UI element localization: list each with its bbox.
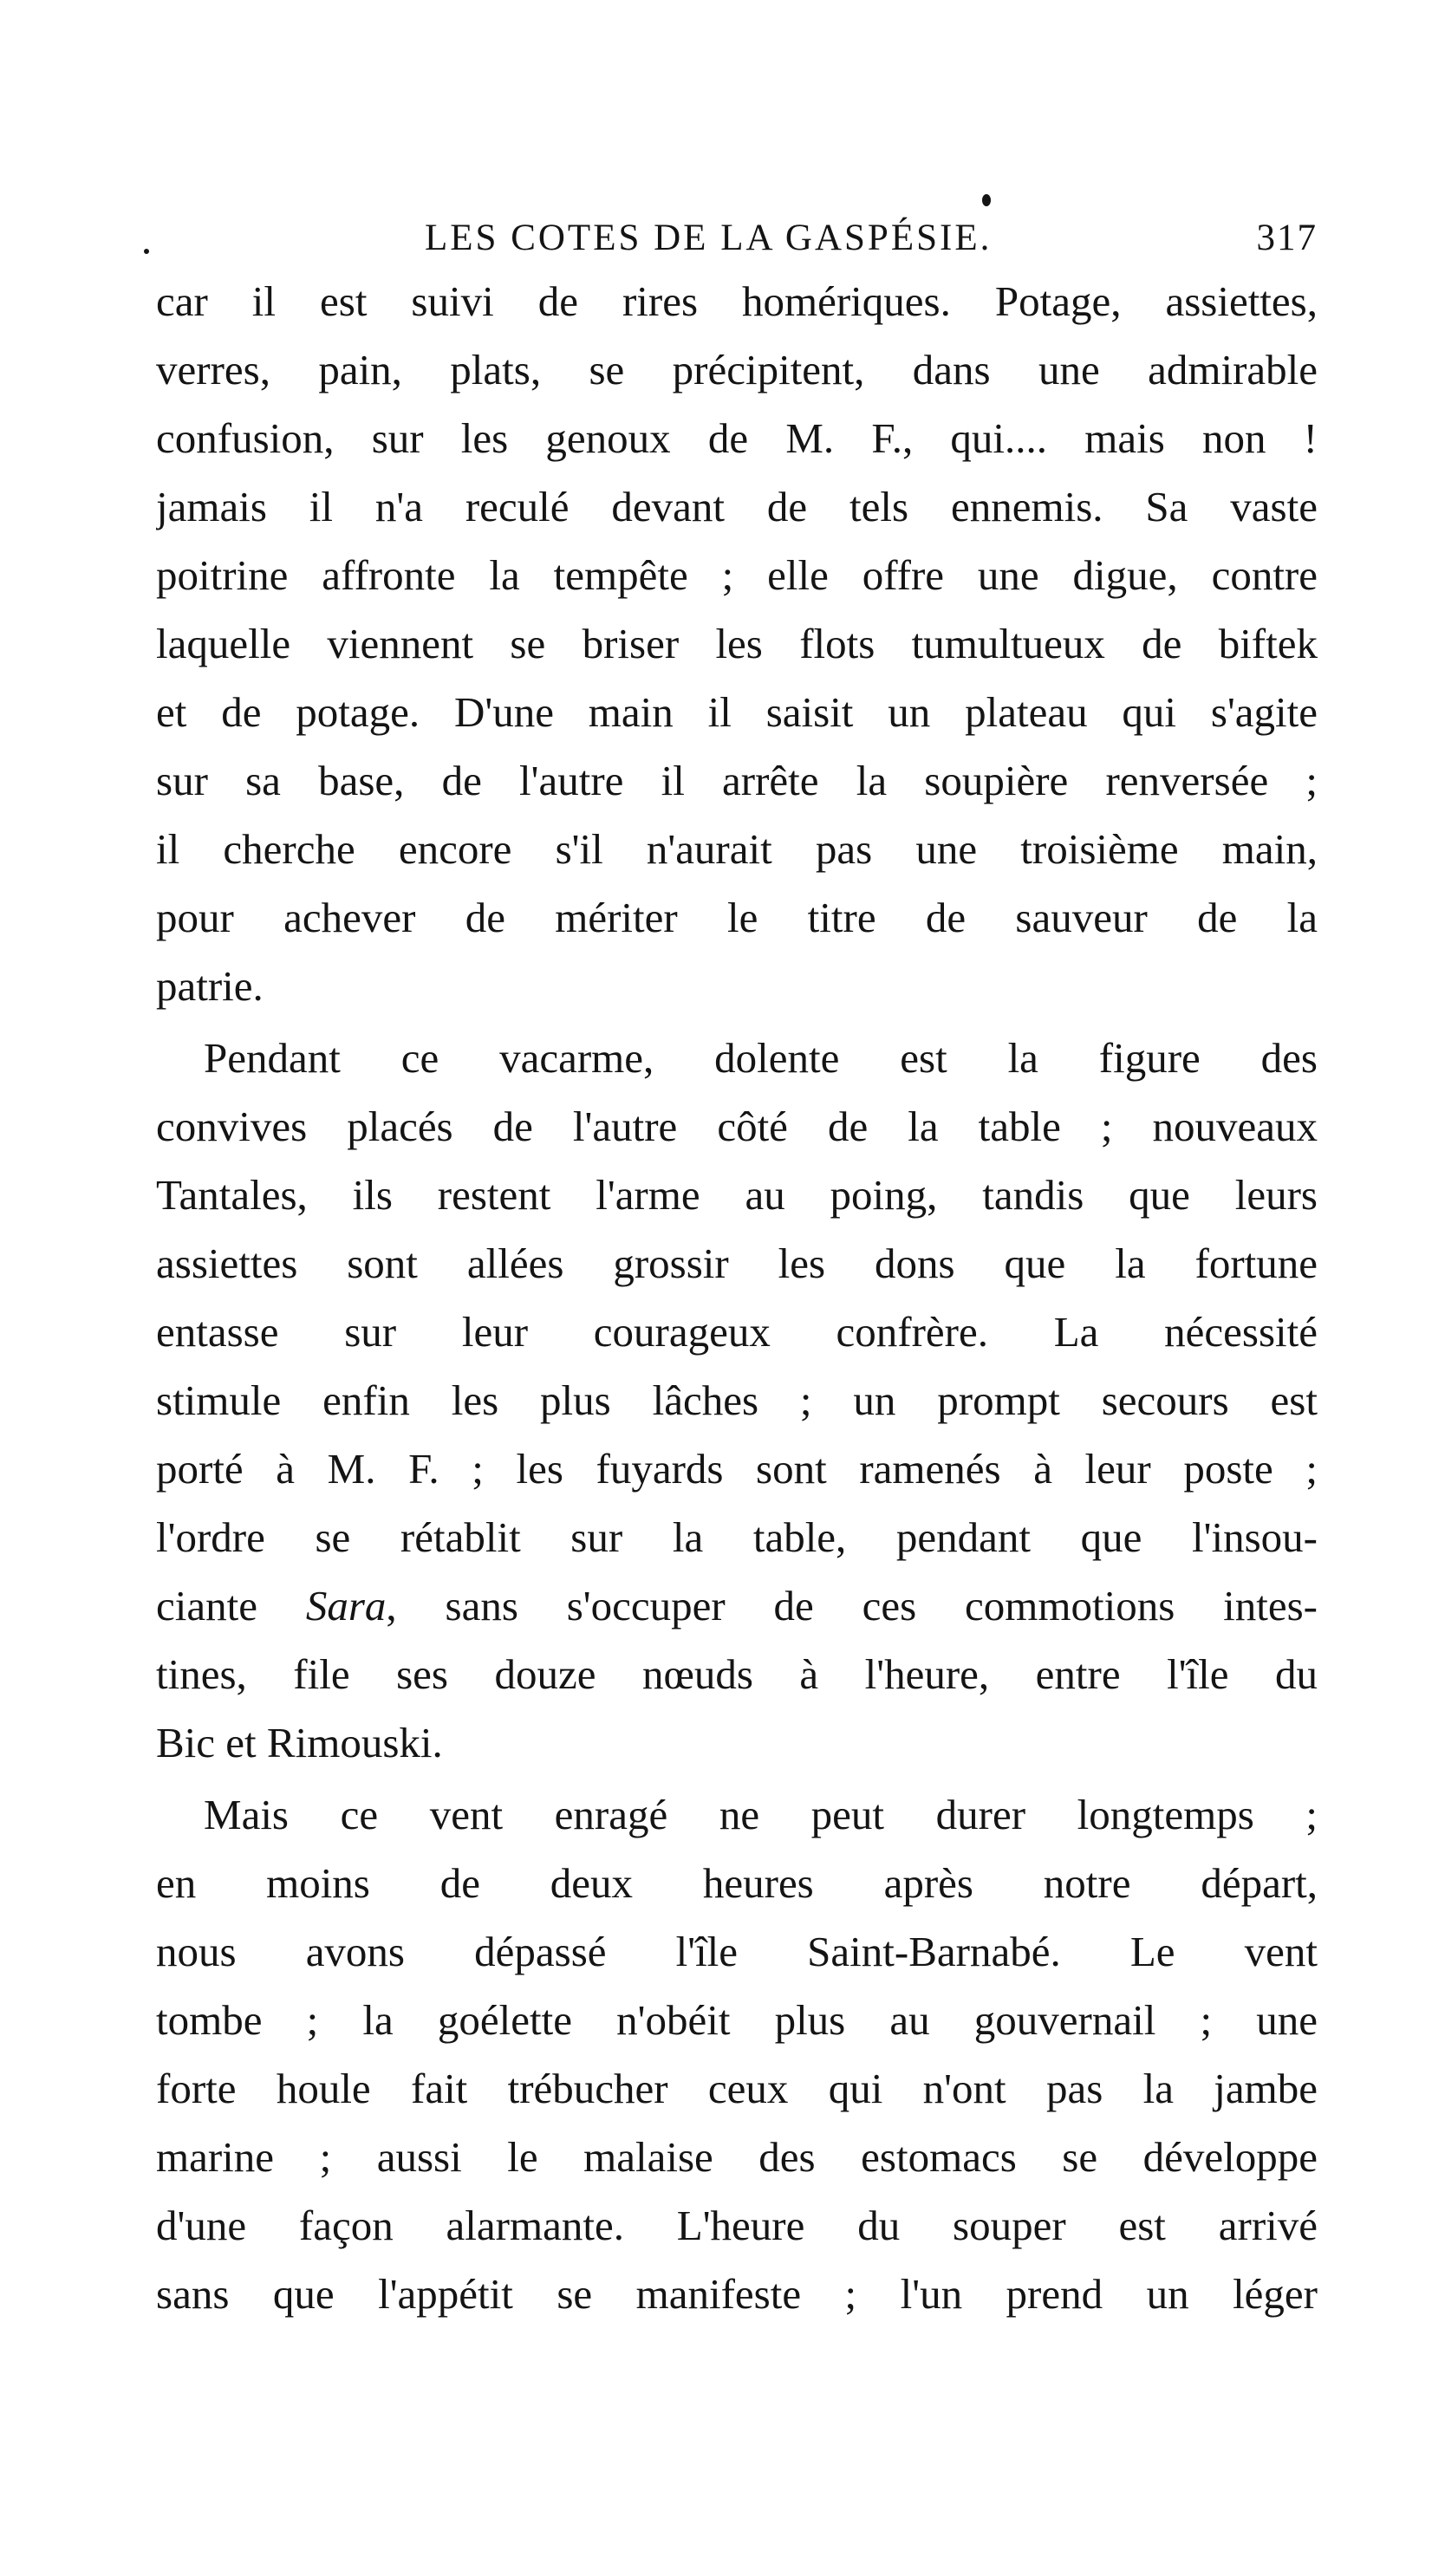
paragraph [156, 1024, 1318, 1777]
text-line: confusion, sur les genoux de M. F., qui.... mais non ! [156, 414, 1318, 462]
text-line: entasse sur leur courageux confrère. La nécessité [156, 1308, 1318, 1356]
text-line: assiettes sont allées grossir les dons que la fortune [156, 1239, 1318, 1287]
text-line: Mais ce vent enragé ne peut durer longtemps ; [204, 1791, 1318, 1838]
page-header [156, 217, 1318, 269]
ink-mark [982, 194, 991, 206]
text-line: ciante Sara, sans s'occuper de ces commotions intes- [156, 1582, 1318, 1630]
text-line: stimule enfin les plus lâches ; un prompt secours est [156, 1376, 1318, 1424]
text-line: forte houle fait trébucher ceux qui n'ont pas la jambe [156, 2065, 1318, 2112]
running-title: LES COTES DE LA GASPÉSIE. [425, 218, 993, 258]
ship-name: Sara [305, 1582, 387, 1630]
text-line: jamais il n'a reculé devant de tels ennemis. Sa vaste [156, 483, 1318, 530]
body-text [156, 267, 1318, 2328]
ink-mark [144, 249, 149, 254]
text-line: tombe ; la goélette n'obéit plus au gouvernail ; une [156, 1996, 1318, 2044]
text-line: Tantales, ils restent l'arme au poing, tandis que leurs [156, 1171, 1318, 1219]
text-line: d'une façon alarmante. L'heure du souper est arrivé [156, 2202, 1318, 2249]
text-line: pour achever de mériter le titre de sauveur de la [156, 894, 1318, 941]
text-line: car il est suivi de rires homériques. Potage, assiettes, [156, 277, 1318, 325]
text-line: sans que l'appétit se manifeste ; l'un prend un léger [156, 2270, 1318, 2318]
text-line: nous avons dépassé l'île Saint-Barnabé. Le vent [156, 1928, 1318, 1975]
text-line: patrie. [156, 962, 264, 1010]
text-line: sur sa base, de l'autre il arrête la soupière renversée ; [156, 757, 1318, 804]
text-line: laquelle viennent se briser les flots tumultueux de biftek [156, 620, 1318, 667]
text-line: Bic et Rimouski. [156, 1719, 443, 1766]
text-line: il cherche encore s'il n'aurait pas une troisième main, [156, 825, 1318, 873]
text-line: poitrine affronte la tempête ; elle offre une digue, contre [156, 551, 1318, 599]
text-line: en moins de deux heures après notre départ, [156, 1859, 1318, 1907]
text-line: Pendant ce vacarme, dolente est la figure des [204, 1034, 1318, 1082]
text-line: verres, pain, plats, se précipitent, dans une admirable [156, 346, 1318, 394]
text-line: convives placés de l'autre côté de la table ; nouveaux [156, 1103, 1318, 1150]
text-line: marine ; aussi le malaise des estomacs se développe [156, 2133, 1318, 2181]
text-line: et de potage. D'une main il saisit un plateau qui s'agite [156, 688, 1318, 736]
text-line: l'ordre se rétablit sur la table, pendant que l'insou- [156, 1513, 1318, 1561]
paragraph [156, 1780, 1318, 2328]
text-line: porté à M. F. ; les fuyards sont ramenés à leur poste ; [156, 1445, 1318, 1493]
text-line: tines, file ses douze nœuds à l'heure, entre l'île du [156, 1650, 1318, 1698]
page-number: 317 [1256, 218, 1318, 258]
paragraph [156, 267, 1318, 1020]
